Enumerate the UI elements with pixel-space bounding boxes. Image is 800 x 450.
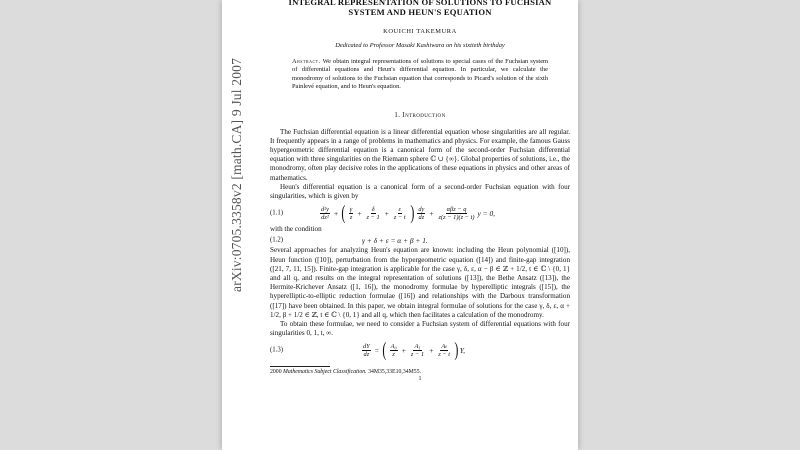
equation-body: $\frac{\text{d²y}}{\text{dz²}}$ + ( $\frac{\gamma}{z}$ + $\frac{\delta}{z - 1}$ + $\frac{\varepsilon}{z - t}$ ) $\frac{dy}{dz}$ + $\frac{\text{αβz − q}}{z(z - 1)(z - t)}$ y = 0, xyxy=(321,202,496,225)
dedication: Dedicated to Professor Masaki Kashiwara on his sixtieth birthday xyxy=(335,42,505,49)
equation-condition xyxy=(270,234,570,246)
equation-fuchsian-system xyxy=(270,338,570,362)
equation-number: (1.1) xyxy=(270,209,284,217)
paragraph-heun: Heun's differential equation is a canonical form of a second-order Fuchsian equation with four singularities, which is given by xyxy=(270,182,570,201)
paragraph-condition: with the condition xyxy=(270,225,322,234)
page-number: 1 xyxy=(418,376,422,383)
author-name: KOUICHI TAKEMURA xyxy=(383,28,457,35)
equation-body: $\frac{dY}{dz}$ = ( $\frac{\text{A₀}}{z}$ + $\frac{\text{A₁}}{z - 1}$ + $\frac{\text{Aₜ}}{z - t}$ ) Y, xyxy=(363,339,466,362)
footnote xyxy=(270,366,570,375)
title-line-1: INTEGRAL REPRESENTATION OF SOLUTIONS TO FUCHSIAN xyxy=(288,0,552,7)
abstract-text: We obtain integral representations of solutions to special cases of the Fuchsian system of differential equations and Heun's differential equation. In particular, we calculate the monodromy of solutions to the Fuchsian equation that corresponds to Picard's solution of the sixth Painlevé equation, and to Heun's equation. xyxy=(292,58,549,91)
arxiv-identifier-stamp: arXiv:0705.3358v2 [math.CA] 9 Jul 2007 xyxy=(229,57,244,292)
paper-page xyxy=(222,0,578,450)
equation-body: γ + δ + ε = α + β + 1. xyxy=(362,235,428,245)
paragraph-approaches: Several approaches for analyzing Heun's equation are known: including the Heun polynomial ([10]), Heun function ([10]), perturbation from the hypergeometric equation ([14]) and finite-gap integration ([21, 7, 11, 15]). Finite-gap integration is applicable for the case γ, δ, ε, α − β ∈ ℤ + 1/2, t ∈ ℂ \ {0, 1} and all q, and results on the integral representation of solutions ([13]), the Bethe Ansatz ([13]), the Hermite-Krichever Ansatz ([1, 16]), the monodromy formulae by hyperelliptic integrals ([15]), the hyperelliptic-to-elliptic reduction formulae ([16]) and relationships with the Darboux transformation ([17]) have been obtained. In this paper, we obtain integral formulae of solutions for the case γ, δ, ε, α + 1/2, β + 1/2 ∈ ℤ, t ∈ ℂ \ {0, 1} and all q, which then facilitates a calculation of the monodromy. xyxy=(270,246,570,319)
equation-number: (1.2) xyxy=(270,236,284,244)
section-heading: 1. Introduction xyxy=(394,111,446,119)
paragraph-fuchsian-system: To obtain these formulae, we need to consider a Fuchsian system of differential equations with four singularities 0, 1, t, ∞. xyxy=(270,320,570,338)
paper-title xyxy=(270,0,570,17)
footnote-codes: 34M35,33E10,34M55. xyxy=(368,369,422,376)
page-content xyxy=(270,0,570,382)
title-line-2: SYSTEM AND HEUN'S EQUATION xyxy=(348,7,492,17)
abstract-label: Abstract. xyxy=(292,58,321,65)
footnote-label: Mathematics Subject Classification. xyxy=(283,369,367,376)
abstract xyxy=(292,58,548,92)
equation-heun xyxy=(270,201,570,225)
equation-number: (1.3) xyxy=(270,346,284,354)
footnote-year: 2000 xyxy=(270,369,282,376)
paragraph-intro: The Fuchsian differential equation is a linear differential equation whose singularities are all regular. It frequently appears in a range of problems in mathematics and physics. For example, the famous Gauss hypergeometric differential equation is a canonical form of the second-order Fuchsian differential equation with three singularities on the Riemann sphere ℂ ∪ {∞}. Global properties of solutions, i.e., the monodromy, often play decisive roles in the applications of these equations in physics and other areas of mathematics. xyxy=(270,127,570,182)
